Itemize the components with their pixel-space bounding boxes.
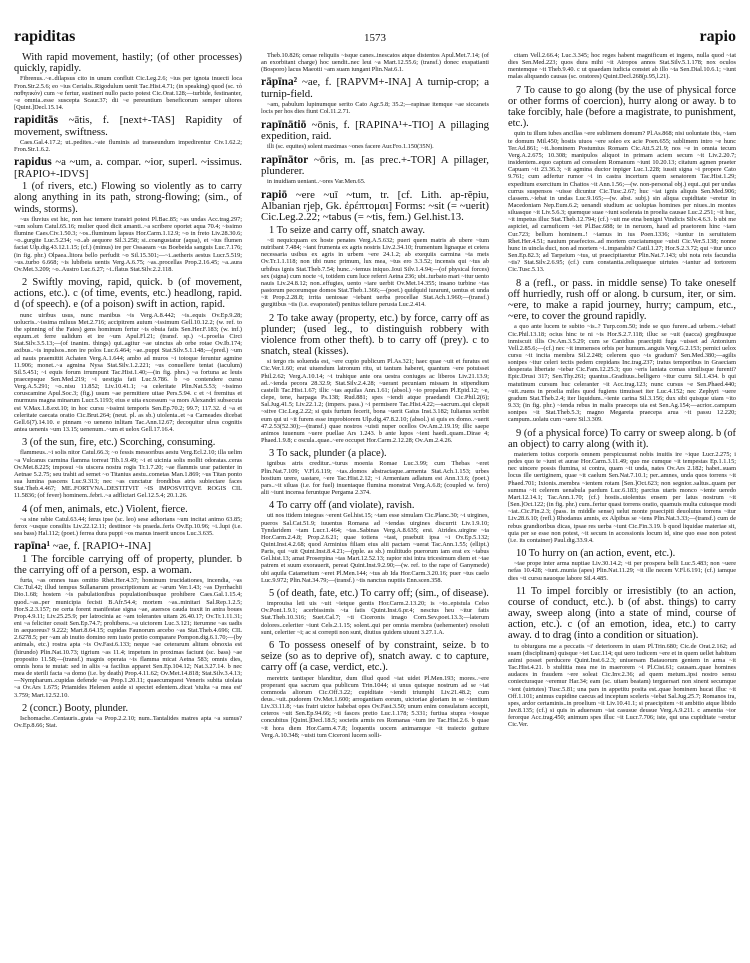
sense-definition: 9 (of a physical force) To carry or sweep along. b (of an object) to carry along (with it). [508,427,736,450]
entry-etymology: ~ātis, f. [next+-TAS] Rapidity of movement, swiftness. [14,114,242,138]
entry-etymology: ~ōnis, f. [RAPINA¹+-TIO] A pillaging expedition, raid. [261,118,489,142]
column-left [14,52,242,733]
sense-definition: 3 (of the sun, fire, etc.) Scorching, consuming. [22,437,216,449]
citation-block: in inuidiam ueniant..~ores Var.Men.65. [267,178,366,186]
citation-block: ~am, pabulum lupinumque serito Cato Agr.5.8; 35.2;—rapinae itemque ~ae siccaneis locis per hos dies fiunt Col.11.2.71. [261,101,489,116]
entry-etymology: ~ere ~uī ~tum, tr. [cf. Lith. ap-rẽpiu, Albanian rjeþ, Gk. ἐρέπτομαι] Forms: ~sit (= ~uerit) Cic.Leg.2.22; ~tabus (= ~tis, fem.) Gel.hist.13. [261,188,489,224]
citation-block: citam Vell.2.66.4; Luc.3.345; hoc reges habent magnificum et ingens, nulla quod ~iat dies Sen.Med.223; quos dura mihi ~it Atropos annos Stat.Silv.5.1.178; nox oculos mentemque ~it Theb.9.40. c ut quaedam iudicia constet ab illo ~ta Sen.Dial.10.6.1; ~iunt malas aliquando causas (sc. oratores) Quint.Decl.268(p.95,l.21). [508,52,736,81]
citation-block: si tergo ris soluenda est, ~ere cupio publicum Pl.As.321; haec quae ~uit et furatus est Cic.Ver.1.60; erat uiuendum latronum ritu, ut tantum haberet, quantum ~ere potuisset Phil.2.62; Verg.A.10.14; ~i trahique ante ora uestra coniuges ac liberos Liv.21.13.9; ad..~ienda pecora 28.32.9; Stat.Silv.2.4.28; ~uerant pecuniam missam in stipendium castelli Tac.Hist.1.67; illic ~tas aquilas Ann.1.61; (absol.) ~io propalam Pl.Epid.12; ~e, clepe, tene, harpaga Ps.138; Rud.881; spes ~iendi atque praedandi Cic.Phil.2(6); Sal.Jug.41.5; Liv.22.1.2; (impers. pass.) ~i permisere Tac.Hist.4.22;—sacrum..qui clepsit ~sitve Cic.Leg.2.22; si quis furtum fecerit, bona ~uerit Gaius Inst.3.182; Iulianus scribit eum qui ui ~it furem esse improbiorem Ulp.dig.47.8.2.10; (absol.) si quis ex domo..~uerit 47.2.53(52.30);—(transf.) quae nostros ~uisti nuper ocellos Ov.Am.2.19.19; illic saepe animos iuuenum ~uere puellae Ars 1.243. b ante lupos ~ient haedi..quam..Dirae 4; Phaed.1.9.8; c oscula..quae..~ere occupet Hor.Carm.2.12.28; Ov.Am.2.4.26. [261,358,489,445]
dictionary-entry-heading [14,157,242,180]
right-running-headword: rapio [699,28,736,45]
citation-block: ~tae prope inter arma nuptiae Liv.30.14.2; ~ti per prospera belli Luc.5.483; non ~uere nefas 10.428; ~iunt..munia (apes) Plin.Nat.11.29; ~it ille necem V.Fl.6.191; (cf.) iamque dies ~ti cursu nauoque labore Sil.4.485. [508,560,736,582]
headword: rapiō [261,188,288,201]
citation-block: furta, ~as omnes tuas omitto Rhet.Her.4.37; hominum trucidationes, incendia, ~as Cic.Tul.42; illud tempus Sullanarum proscriptionum ac ~arum Ver.1.43; ~as Dyrrhachii Dio.1.68; hostem ~is pabulationibus populationibusque prohibere Caes.Gal.1.15.4; quod..~as..per municipia fecisti B.Afr.54.4; mortem ~as..minitari Sal.Rep.1.2.5; Hor.S.2.3.157; ne certa forent manifestae signa ~ae, auersos cauda traxit in antra boues Prop.4.9.11; Liv.25.25.9; per latrocinia ac ~am tolerantes uitam 26.40.17; Ov.Tr.1.11.31; eni ~a feliciter cessit Sen.Ep.74.7; prohibens..~a uictorem Luc.3.121; iterumne ~as uadis in aequoreus? 9.222; Mart.8.64.15; cupidas Faunorum arcebo ~as Stat.Theb.4.696; CIL 2.6278.5; per ~am ab inuito domino rem iusto pretio comparare Pompon.dig.6.1.70;—(by animals, etc.) rostra apta ~is Ov.Fast.6.133; neque ~ae ceterarum alitum obnoxia est (hirundo) Plin.Nat.10.73; tigrium ~as 11.4; impetum in proximas faciunt (sc. bass) ~ae proposito 11.58;—(transf.) magnis operata ~is flamma micat Aetna 583; omnis dies, omnis hora te mutat: sed in aliis ~a facilius apparet Sen.Ep.104.12; Nat.3.27.14. b nec mea de sterili facta ~a domo (i.e. by death) Prop.4.11.62; Ov.Met.14.818; Stat.Silv.3.4.13;—Nympharum..cupidas defende ~as Prop.1.20.11; quaecumquest Veneris subita uiolata ~a Ov.Ars 1.675; Priamides Helenen auide si spectet edentem..dicat 'stulta ~a mea est' 3.759; Mart.12.52.10. [14,577,242,699]
sense-definition: 7 To cause to go along (by the use of physical force or other forms of coercion), hurry along or away. b to take forcibly, hale (before a magistrate, to punishment, etc.). [508,84,736,130]
headword: rapīnātor [261,153,309,166]
citation-block: Fibrenus..~e..dilapsus cito in unum confluit Cic.Leg.2.6; ~ius per ignota inuecti loca Fron.Str.2.5.6; eo ~ius Cerialis..Rigodulum uenit Tac.Hist.4.71; (in speaking) quod (sc. τὸ παθητικόν) cum ~e fertur, sustineri nullo pacto potest Cic.Orat.128;—turbide, festinanter, ~e omnia..esse suscepta Scaur.37; dii ~e pereuntium beneficorum semper ultores [Quint.]Decl.15.14. [14,75,242,112]
headword: rāpīna² [261,76,298,89]
sense-definition: 11 To impel forcibly or irresistibly (to an action, course of conduct, etc.). b (of abst. things) to carry away, sweep along (into a state of mind, course of action, etc.). c (of an emotion, idea, etc.) to carry away. d to drag (into a condition or situation). [508,585,736,642]
citation-block: illi (sc. equites) solent maximas ~ones facere Aur.Fro.1.150(35N). [267,143,434,151]
page-number: 1573 [364,32,386,44]
headword: rapīnātiō [261,118,307,131]
sense-definition: 4 To carry off (and violate), ravish. [269,500,415,512]
entry-etymology: ~ōris, m. [as prec.+-TOR] A pillager, plunderer. [261,153,489,177]
citation-block: ~us fluvius est hic, non hac temere transiri potest Pl.Bac.85; ~as undas Acc.trag.297; ~um solum Catul.65.16; mulier quod dicit amanti..~a scribere oportet aqua 70.4; ~issimo flumine Caes.Civ.1.50.3; ~os..fluminum lapsus Hor.Carm.1.12.9; ~o in freto Liv.28.30.6; ~o..gurgite Luc.5.234; ~o..ab aequore Sil.3.258; si..coangustatur (aqua), et ~ius flumen faciat Ulp.dig.43.12.1.15; (cf.) (minus) ire per Ossaeam ~us Boebeida sanguis Luc.7.176; (in fig. phr.) Olpaea..litora bello perfudit ~o Sil.15.301;—~i..aetheris aestus Lucr.5.519; ~us..turbo 6.668; ~is lubibeia uentis Verg.A.6.75; ~as..procellas Prop.2.16.45; ~a..aura Ov.Met.3.209; ~o..Austro Luc.6.27; ~i..flatus Stat.Silv.2.2.118. [14,215,242,273]
left-running-headword: rapiditas [14,28,76,45]
sense-definition: With rapid movement, hastily; (of other processes) quickly, rapidly. [14,52,242,75]
citation-block: quin tu illum iubes ancillas ~ere sublimem domum? Pl.As.868; nisi uoluntate ibis, ~iam te domum Mil.450; hostis uiuos ~ere soleo ex acie Poen.655; sublimem intro ~e hunc Ter.Ad.861; ~it..hominem Postumius Romam Cic.Att.5.21.9; nos ~e in omnia tecum Verg.A.2.675; 10.308; manipulos aliquot in primam aciem secum ~it Liv.2.20.7; insidentem..equo captum ad consulem Romanum ~iunt 10.20.13; citatum agmen praeter Capuam ~it 23.36.3; ~it agmina ductor inpiger Luc.1.228; iussit signa ~i propere Cato 9.761; cum adfertur rumor ~i in castra incertum quem senatorem Tac.Hist.1.29; expeditum exercitum in Chattos ~it Ann.1.56;—(w. non-personal obj.) equi..qui per undas currus suspensos ~uisse dicuntur Cic.Tusc.2.67; huc ~iat ignis aliquis Sen.Med.906; classem..~iebat in undas Luc.9.165;—(w. abst. subj.) sin aliqua cupiditate ~eretur in Macedoniam Nep.Eum.6.2; uenandi studium ac uoluptas homines per niues..in montes siluasque ~it Liv.5.6.3; quemque suae ~iunt scelerata in proelia causae Luc.2.251; ~it huc, ~it impetus illuc Stat.Theb.12.794; (cf.) ~uit me etna benigni Vindicis Silv.4.6.3. b ubi me aspiciet, ad carnuficem ~iet Pl.Bac.688; te in neruom, haud ad praetorem hinc ~iam Cur.723; bellum hominem..! ~iamus in ius Poen.1336; ~iuntur in seruitutem Rhet.Her.4.51; nauium praefectos..ad mortem cruciatumque ~uisti Cic.Ver.5.138; nonne hunc in uincla duci, non ad mortem ~i..imparabis? Catil.1.27; Hor.S.2.3.72; qui ~itur uncο Sen.Ep.82.3; ad Tarpeium ~tus, ut praecipitaretur Plin.Nat.7.143; ubi nota reis facundia ~tis? Stat.Silv.2.6.95; (cf.) cum constantia..reliquaeque uirtutes ~iantur ad tortorem Cic.Tusc.5.13. [508,130,736,274]
entry-etymology: ~a ~um, a. compar. ~ior, superl. ~issimus. [RAPIO+-IDVS] [14,156,242,180]
column-middle [261,52,489,743]
column-right [508,52,736,733]
dictionary-entry-heading [261,190,489,224]
sense-definition: 1 The forcible carrying off of property, plunder. b the carrying off of a person, esp. a woman. [14,553,242,576]
dictionary-entry-heading [14,541,242,552]
sense-definition: 4 (of men, animals, etc.) Violent, fierce. [22,503,188,515]
sense-definition: 10 To hurry on (an action, event, etc.). [516,548,676,559]
dictionary-entry-heading [261,120,489,143]
citation-block: nunc uiribus usus, nunc manibus ~is Verg.A.8.442; ~is..equis Ov.Ep.9.28; uolucris..~issima miluus Met.2.716; accipitrem auium ~issimum Gell.10.12.2; (w. ref. to the spinning of the Fates) gens hominum fertur ~is obuia fatis Sen.Her.F.183; (w. inf.) equum..et ferre ualidum et ire ~um Apul.Fl.21; (transf. sp.) ~i..proelia Circi Stat.Silv.3.5.13;—(of inanim. things) qui..agitur ~ae uinctus ab orbe rotae Ov.Ib.174; axibus..~is inpulsos..non ire polos Luc.6.464; ~ae..puppi Stat.Silv.5.1.148;—(pred.) ~um ad nauis praemittit Achaten Verg.A.1.644; ambo ad muros ~i totoque feruntur agmine 11.906; monet..~a agmina Nysa Stat.Silv.1.2.221; ~us conuellere tentat (iaculum) Sil.5.451; ~i equis forum irrumpunt Tac.Hist.1.40;—(in fig. phrs.) ~a fortuna ac leuis praecepsque Sen.Med.219; ~i uestigia fati Luc.9.786. b ~o contendere cursu Verg.A.5.291; ~o..nisu 11.852; Liv.10.41.1; ~a celeritate Plin.Nat.5.53; ~issimo coruscamine Apul.Soc.3; (fig.) usum ~ae permittere uitae Pers.5.94. c et ~i fremitus et murmura magna minarum Lucr.5.1193; eius e uita excessum ~a mors Alexandri subsecuta est V.Max.1.8.ext.10; in hoc cursu ~issimi temporis Sen.Ep.70.2; 99.7; 117.32. d ~a et celeritate caecata oratio Cic.Brut.264; (neut. pl. as sb.) uiolenta..et ~a Carneades dicebat Gell.6(7).14.10. e pinnam ~o ueneno inlitam Tac.Ann.12.67; decoquitur ulrus cognitis antea uenenis ~um 13.15; uenenum..~um et uelox Gell.17.16.4. [14,311,242,434]
citation-block: improuisa leti uis ~uit ~ietque gentis Hor.Carm.2.13.20; is ~to..epistula Celso Ov.Pont.1.9.1; acerbissimis ~ta fatis Quint.Inst.6.pr.4; nescius heu ~itur fatis Stat.Theb.10.316; Suet.Cal.7; ~ti Ciceronis imago Corn.Sev.poet.13.3;—laterum dolores..celeriter ~iunt Cels.2.1.15; solent..qui per omnia membra (uehementer) resoluti sunt, celeriter ~i; ac si correpti non sunt, diutius quidem uiuunt 3.27.1.A. [261,600,489,636]
citation-block: Theb.10.826; cenae reliquiis ~isque canes..inescatos atque distentos Apul.Met.7.14; (of an exorbitant charge) hoc uendit..nec leui ~a Mart.12.55.6; (transf.) donec exspatianti (Bosporo) lacus Maeotii ~am suam iungant Plin.Nat.6.1. [261,52,489,74]
headword: rapiditās [14,114,59,127]
page-header [14,28,736,48]
entry-etymology: ~ae, f. [RAPVM+-INA] A turnip-crop; a turnip-field. [261,76,489,100]
sense-definition: 8 a (refl., or pass. in middle sense) To take oneself off hurriedly, rush off or along. b cursum, iter, or sim. ~ere, to make a rapid journey, hurry; campum, etc., ~ere, to cover the ground rapidly. [508,277,736,323]
sense-definition: 1 (of rivers, etc.) Flowing so violently as to carry along anything in its path, strong-flowing; (sim., of winds, storms). [14,181,242,215]
citation-block: meretrix tantisper blanditur, dum illud quod ~iat uidet Pl.Men.193; mores..~ere properant qua sacrum qua publicum Trin.1044; si unus quisque nostrum ad se ~iat commoda aliorum Cic.Off.3.22; cupiditate ~iendi triumphi Liv.21.48.2; cum deus..~uit..pudorem Ov.Met.1.600; arrogantiam eorum, uictoriae gloriam in se ~ientium Liv.33.11.8; ~tas fratri uictor habebat opes Ov.Fast.3.50; unum enim consulatum accepit, ceteros ~uit Sen.Ep.94.66; ~ti fasces pretio Luc.1.178; 5.331; furtiua stupra ~tosque concubitus [Quint.]Decl.18.5; societis armis res Romanas ~tum ire Tac.Hist.2.6. b quae ~it hora diem Hor.Carm.4.7.8; loquentis uocem animamque ~it traiecto gutture Verg.A.10.348; ~uisti tum Ciceroni lucem solli- [261,674,489,739]
citation-block: ignibus atris creditur..~turus moenia Romae Luc.3.99; cum Thebas ~eret Plin.Nat.7.109; V.Fl.6.119; ~tas..domos abstractaque..armenta Stat.Ach.1.153; urbes hostium urere, uastare, ~ere Tac.Hist.2.12; ~i Armeniam adlatum est Ann.13.6; (poet.) pars..~it siluas (i.e. for fuel) inuentaque flumina monstrat Verg.A.6.8; (coupled w. fero) alii ~iunt incensa feruntque Pergama 2.374. [261,460,489,497]
citation-block: ~a sine rabie Catul.63.44; ferus ipse (sc. leo) sese adhortans ~um incitat animo 63.85; ferox ~usque consiliis Liv.22.12.11; destitnor ~is praeda..feris Ov.Ep.10.96; ~i..lupi (i.e. sea bass) Hal.112; (poet.) ferrea dura puppi ~os manus inserit uncos Luc.3.635. [14,515,242,538]
citation-block: uti nos itidem integras ~erent Gel.hist.15; ~tam esse simulam Cic.Planc.30; ~i uirgines, pueros Sal.Cat.51.9; iuuentus Romana ad ~iendas uirgines discurrit Liv.1.9.10; Tyndaridem ~tam Lucr.1.464; ~tas..Sabinas Verg.A.8.635; ersi. Atrides..uirgine ~ta Hor.Carm.2.4.8; Prop.2.6.21; quae totiens ~tast, praebuit ipsa ~i Ov.Ep.5.132; Quint.Inst.4.2.68; quod Arminius filiam eius alii pactam ~uerat Tac.Ann.1.55; (ellipt.) Paris, qui ~uit Quint.Inst.8.4.21;—(pple. as sb.) multitudo puerorum iam erat ex ~tabus Gel.hist.13; amat Proserpina ~tas Mart.12.52.13; raptor nisi intra tricesimum diem et ~tae patrem et suum exorauerit, pereat Quint.Inst.9.2.90;—(w. ref. to the rape of Ganymede) ubi aquila Catameitum ~eret Pl.Men.144; ~tus ab Ida Hor.Carm.3.20.16; puer ~tus caelo Luc.9.972; Plin.Nat.34.79;—(transf.) ~tis nanctus nuptiis Enn.scen.358. [261,512,489,584]
dictionary-entry-heading [261,155,489,178]
headword: rapīna¹ [14,540,51,553]
citation-block: tu obiurguns me a peccatis ~i' deteriorem in uiam Pl.Trin.680; Cic.de Orat.2.162; ad suam (disciplinam) quisque ~iet Luc.114; qui uero iudicem ~ere et in quem uellet habitum animi posset perducere Quint.Inst.6.2.3; uniuersam Batauorum gentem in arma ~it Tac.Hist.4.21. b stultitia mea me in maerorem ~i Pl.Cist.61; causam..quae homines audaces in fraudem ~ere soleat Cic.Inv.2.36; ad quem metum..ipsi nostro sensu coniecturaque ~eremur Har.34; eam (sc. uitam beatam) terguersari non sinent secumque ~ient (uirtutes) Tusc.5.81; una pars in appetitu posita est..quae hominem hucat illuc ~it Off.1.101; animus cupidine caecus ad inceptum sceleris ~iebat Sal.Jug.25.7; Romanos ira, spes, ardor certaminis..in proelium ~it Liv.10.41.1; si praecipitem ~it ambitio atque libido Juv.8.135; (cf.) si quis in aduersum ~iat casusue deusue Verg.A.9.211. c amentia ~ior ferorque Acc.trag.450; animum spes illuc ~it Lucr.7.706; iste, qui una cupiditate ~eretur Cic.Ver. [508,642,736,729]
dictionary-entry-heading [261,77,489,100]
citation-block: a quo ante lucem te subito ~is..? Turp.com.50; inde se quo furere..ad urbem..~iebat! Cic.Phil.13.18; ocius hinc te ni ~is Hor.S.2.7.118; illuc se ~uit (uacca) gregibusque inmiscuit illis Ov.Am.3.5.29; cum se Canidius praecipiti fuga ~uisset ad Antonium Vell.2.85.6;—(cf.) nec ~it immensos orbis per humum..anguis Verg.G.2.153; pernici uelox cursu ~it incita membra Sil.2.248; celerem quo ~is gradum? Sen.Med.380;—agilis sonipes ~itur celeri tectis pedem crepidans Inc.trag.237; iratus temporibus in Graeciam desperata libertate ~iebar Cic.Fam.12.25.3; quo ~eris laniata comas similisque furenti? Epic.Drusi 317; Sen.Thy.261; quantus..Gradiuus..belligero ~itur curru Sil.1.434. b qui matutinum cursum huc celeranter ~it Acc.trag.123; nunc cursus ~e Sen.Phaed.440; ~uit..ruens in proelia miles quod fugiens timuisset iter Luc.4.152; nec Zephyri ~uere gradum Stat.Theb.2.4; iter liquidum..~iente carina Sil.3.156; dux sibi quisque uiam ~ito 9.33; (in fig. phr.) ~ienda rebus in malis praeceps uia est Sen.Ag.154;—acrior..campum sonipes ~it Stat.Theb.5.3; magno Megareia praecepa arua ~it passu 12.220; campum..uolatu cum ~uere Sil.3.309. [508,323,736,424]
citation-block: materiem totius corporis omnem perspicuumst nobis inuitis ire ~ique Lucr.2.275; i pedes quo te ~iunt et aurae Hor.Carm.3.11.49; quo me cumque ~it tempestas Ep.1.1.15; nec uincere possis flumina, si contra, quam ~it unda, nates Ov.Ars 2.182; habet..suam locus ille uertiginem, quae ~it caelum Sen.Nat.7.10.1; per..amnes, unda quos torrens ~it Phaed.701; Ixionis..membra ~ientem rotam [Sen.]Oct.623; non segnior..saltus..quam per summa ~it celerem uenabula pardum Luc.6.183; parcius utaris monco ~iente ueredo Mart.12.14.1; Tac.Ann.1.70; (cf.) hostis..uiolentus ensem per latus nostrum ~it [Sen.]Oct.122; (in fig. phr.) cum..fertur quasi torrens oratio, quamuis multa cuiusque modi ~iat..Cic.Fin.2.3; (pass. in middle sense) uelut monte praecipiti deuolutus torrens ~itur Liv.28.6.10; (refl.) Rhodanus amnis, ex Alpibus se ~iens Plin.Nat.3.33;—(transf.) cum de rebus grandioribus dicas, ipsae res uerba ~iunt Cic.Fin.3.19. b quod liquidae materiae sit, quia per se esse non potest, ~it secum in accessionis locum id, sine quo esse non potest (i.e. its container) Paul.dig.33.9.4. [508,450,736,544]
sense-definition: 2 (concr.) Booty, plunder. [22,702,129,714]
sense-definition: 3 To sack, plunder (a place). [269,448,387,460]
sense-definition: 5 (of death, fate, etc.) To carry off; (sim., of disease). [269,587,489,599]
headword: rapidus [14,156,52,169]
citation-block: Caes.Gal.4.17.2; ut..pedites..~ate fluminis ad transeundum impedirentur Civ.1.62.2; Fron.Str.1.6.2. [14,139,242,154]
citation-block: ~ti nequicquam ex hoste penates Verg.A.5.632; pueri quem matris ab ubere ~tum nutribant 7.484; ~iant frumenta ex agris nostris Liv.2.34.10; frumentum lignaque et cetera necessaria usibus ex agris in urbem ~ere 24.1.2; ab exequiis carmina ~ta meis Ov.Tr.1.1.118; non tibi nunc primum, lux mea, ~tus ero 3.3.52; incensis qui ~tus ab urbibus ignis Stat.Theb.7.54; hunc..~iemus iniquo..Ioui Silv.1.4.94;—(of physical forces) sex (signa) cum nocte ~i, totidem cum luce referri Aetna 236; ubi..turbato mari ~itur uento nauis Liv.24.8.12; non..effugies, uento ~iare uerbit Ov.Met.14.355; insano turbine ~tas pastorum pecorumque domos Stat.Theb.1.366;—(poet.) quidquid iurarunt, uentus et unda ~it Prop.2.28.8; irrita uentosae ~iebant uerba procellae Stat.Ach.1.960;—(transf.) gurgitibus ~tis (i.e. evaporated) penitus tellure perusta Luc.2.414. [261,236,490,309]
citation-block: Ischomache..Centauris..grata ~a Prop.2.2.10; num..Tantalides matres apta ~a sumus? Ov.Ep.8.66; Stat. [14,714,242,730]
sense-definition: 6 To possess oneself of by constraint, seize. b to seize (so as to deprive of), snatch away. c to capture, carry off (a case, verdict, etc.). [261,639,489,674]
dictionary-entry-heading [14,115,242,138]
sense-definition: 2 To take away (property, etc.) by force, carry off as plunder; (used leg., to distinguish robbery with violence from other theft). b to carry off (prey). c to snatch, steal (kisses). [261,312,489,358]
sense-definition: 2 Swiftly moving, rapid, quick. b (of movement, actions, etc.). c (of time, events, etc.) headlong, rapid. d (of speech). e (of a poison) swift in action, rapid. [14,276,242,311]
entry-etymology: ~ae, f. [RAPIO+-INA] [50,540,152,553]
citation-block: flammeus..~i solis nitor Catul.66.3; ~o fessis messoribus aestu Verg.Ecl.2.10; illa uelim ~a Vulcanus carmina flamma torreat Tib.1.9.49; ~i et uicinia solis mollit odoratas..ceras Ov.Met.8.225; imposui ~is uiscera nostra rogis Tr.1.7.20; ~ae flammis urar patienter in Aetnae 5.2.75; seu trahit ad semet ~o Titanius aestu..cometas Man.1.869; ~us Titan ponto sua lumina pascens Luc.9.313; nec ~as cunctatur frondibus atris subiectare faces Stat.Theb.4.467; ME..FORTVNA..DESTITVIT ~IS IMPOSVITQVE ROGIS CIL 11.5836; (of fever) hominem..febri..~a adflictari Gel.12.5.4; 20.1.26. [14,449,242,500]
sense-definition: 1 To seize and carry off, snatch away. [269,224,426,236]
